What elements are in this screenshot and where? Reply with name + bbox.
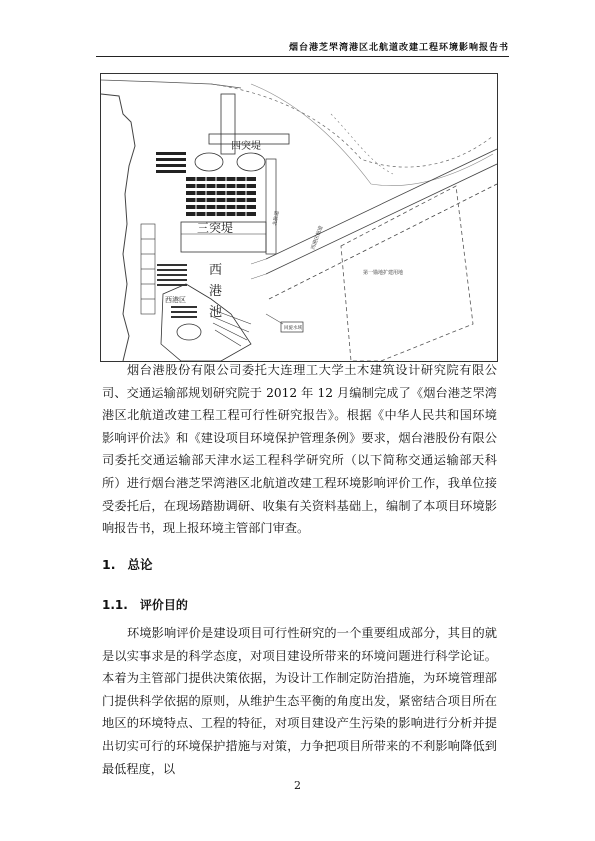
label-west-port-2: 港 (209, 284, 223, 299)
port-layout-map (100, 73, 498, 362)
running-header: 烟台港芝罘湾港区北航道改建工程环境影响报告书 (288, 43, 509, 53)
section-title: 总论 (127, 557, 153, 572)
header-rule (96, 56, 509, 57)
subsection-number: 1.1. (102, 598, 128, 612)
intro-paragraph: 烟台港股份有限公司委托大连理工大学土木建筑设计研究院有限公司、交通运输部规划研究院于 2012 年 12 月编制完成了《烟台港芝罘湾港区北航道改建工程工程可行性研究报告》。根据《中华人民共和国环境影响评价法》和《建设项目环境保护管理条例》要求，烟台港股份有限公司委托交通运输部天津水运工程科学研究所（以下简称交通运输部天科所）进行烟台港芝罘湾港区北航道改建工程环境影响评价工作，我单位接受委托后，在现场踏勘调研、收集有关资料基础上，编制了本项目环境影响报告书，现上报环境主管部门审查。 (102, 363, 497, 536)
label-wharf-east: 四突堤 (231, 141, 261, 152)
label-basin: 回旋水域 (284, 326, 302, 331)
label-channel-west: 西港区航道 (310, 225, 325, 251)
subsection-title: 评价目的 (139, 598, 188, 612)
section-number: 1. (102, 557, 116, 572)
page-number: 2 (294, 779, 301, 792)
label-channel-north: 北航道 (272, 210, 281, 227)
port-layout-drawing (101, 74, 497, 361)
label-west-port-1: 西 (209, 263, 223, 278)
section-heading-general (102, 555, 152, 573)
label-west-port-wharf: 西港区 (165, 296, 186, 304)
label-anchorage: 第一锚地扩建用地 (363, 270, 404, 276)
label-wharf-three: 三突堤 (197, 221, 234, 235)
label-west-port-3: 池 (209, 305, 223, 320)
subsection-heading-purpose (102, 596, 188, 613)
evaluation-purpose-paragraph: 环境影响评价是建设项目可行性研究的一个重要组成部分，其目的就是以实事求是的科学态度，对项目建设所带来的环境问题进行科学论证。本着为主管部门提供决策依据，为设计工作制定防治措施，为环境管理部门提供科学依据的原则，从维护生态平衡的角度出发，紧密结合项目所在地区的环境特点、工程的特征，对项目建设产生污染的影响进行分析并提出切实可行的环境保护措施与对策，力争把项目所带来的不利影响降低到最低程度，以 (102, 626, 497, 776)
